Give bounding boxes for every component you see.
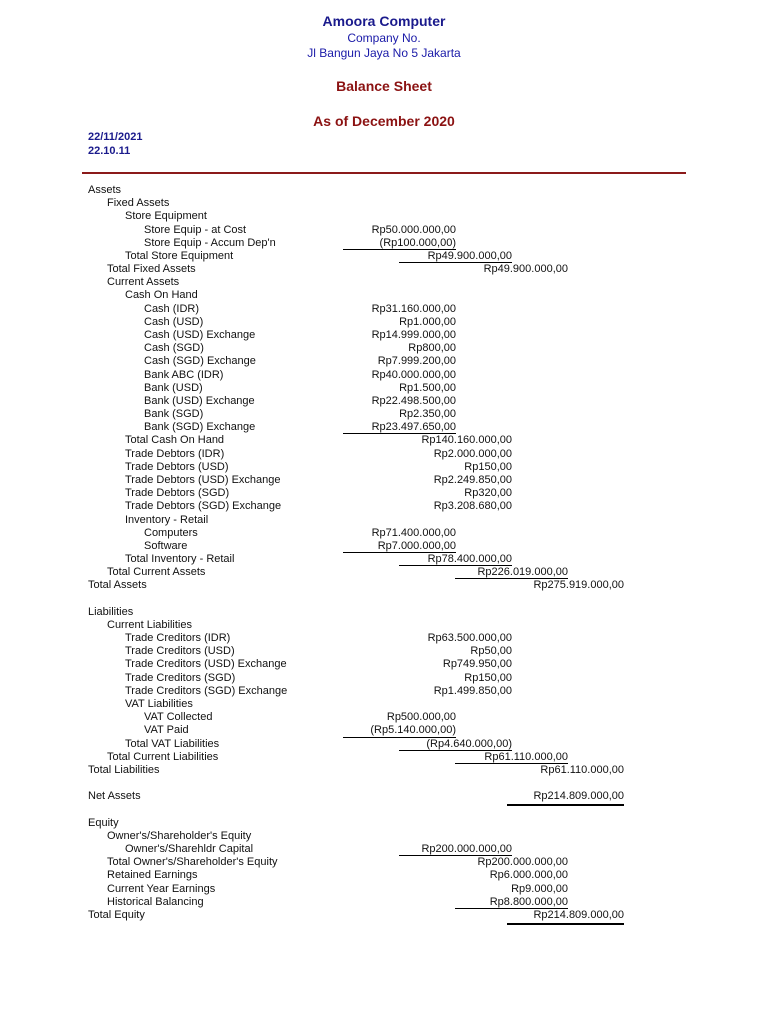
row-label: Owner's/Sharehldr Capital [125,843,254,855]
table-row [0,448,768,461]
total-rule [343,249,456,250]
row-label: Cash (SGD) Exchange [144,355,256,368]
row-label: Software [144,539,188,552]
table-row [0,645,768,658]
row-label: Trade Debtors (IDR) [125,447,225,460]
row-label: Current Assets [107,276,180,289]
table-row [0,514,768,527]
row-label: Trade Debtors (USD) [125,460,229,473]
table-row [0,711,768,724]
company-name: Amoora Computer [322,13,446,29]
table-row [0,276,768,289]
row-label: Total Inventory - Retail [125,553,235,566]
table-row [0,224,768,237]
row-amount: Rp200.000.000,00 [421,843,512,855]
row-amount: Rp214.809.000,00 [533,790,624,803]
spacer-row [0,803,768,816]
table-row [0,632,768,645]
total-rule [455,763,568,764]
row-label: Trade Creditors (SGD) [125,671,236,684]
row-amount: Rp140.160.000,00 [421,434,512,447]
row-amount: Rp40.000.000,00 [371,368,456,381]
row-amount: Rp2.000.000,00 [433,447,512,460]
row-amount: Rp49.900.000,00 [483,263,568,276]
table-row [0,434,768,447]
table-row [0,698,768,711]
row-label: Total Cash On Hand [125,434,225,447]
table-row [0,408,768,421]
table-row [0,540,768,553]
row-amount: Rp63.500.000,00 [427,632,512,645]
table-row [0,369,768,382]
total-rule [455,908,568,909]
row-label: Bank ABC (IDR) [144,368,224,381]
spacer-row [0,593,768,606]
table-row [0,658,768,671]
table-row [0,250,768,263]
row-label: Liabilities [88,605,134,618]
row-label: Total Liabilities [88,763,160,776]
row-amount: Rp3.208.680,00 [433,500,512,513]
row-amount: Rp150,00 [464,460,512,473]
table-row [0,342,768,355]
report-title: Balance Sheet [336,78,432,94]
header-divider [82,172,686,174]
print-time: 22.10.11 [88,145,131,157]
row-label: Computers [144,526,198,539]
total-rule [399,750,512,751]
table-row [0,461,768,474]
row-label: Cash (USD) Exchange [144,328,256,341]
row-label: Store Equipment [125,210,207,223]
row-label: Trade Creditors (USD) Exchange [125,658,287,671]
row-label: Trade Debtors (USD) Exchange [125,473,281,486]
total-rule [455,578,568,579]
table-row [0,197,768,210]
table-row [0,210,768,223]
row-label: Retained Earnings [107,869,198,882]
row-label: Net Assets [88,790,141,803]
table-row [0,355,768,368]
row-amount: Rp226.019.000,00 [477,566,568,579]
table-row [0,869,768,882]
row-label: Trade Debtors (SGD) Exchange [125,500,282,513]
row-label: Total Equity [88,908,145,921]
table-row [0,527,768,540]
row-label: Cash (IDR) [144,302,200,315]
row-label: Trade Debtors (SGD) [125,487,230,500]
table-row [0,184,768,197]
table-row [0,474,768,487]
total-rule [399,565,512,566]
row-label: Equity [88,816,119,829]
row-amount: Rp7.000.000,00 [377,539,456,552]
row-amount: Rp275.919.000,00 [533,579,624,592]
row-label: VAT Liabilities [125,698,193,711]
row-label: Inventory - Retail [125,513,209,526]
total-rule [399,262,512,263]
table-row [0,751,768,764]
row-amount: Rp50.000.000,00 [371,223,456,236]
row-label: Total Current Assets [107,566,206,579]
row-label: Total Assets [88,579,147,592]
row-amount: Rp31.160.000,00 [371,302,456,315]
table-row [0,843,768,856]
table-row [0,724,768,737]
row-amount: Rp23.497.650,00 [371,421,456,434]
row-amount: Rp150,00 [464,671,512,684]
row-amount: Rp1.500,00 [399,381,456,394]
row-label: Total VAT Liabilities [125,737,220,750]
row-amount: Rp61.110.000,00 [484,750,568,763]
row-label: Trade Creditors (USD) [125,645,235,658]
table-row [0,909,768,922]
row-amount: Rp50,00 [470,645,512,658]
row-amount: Rp2.249.850,00 [433,473,512,486]
row-amount: Rp1.000,00 [399,315,456,328]
row-label: Bank (SGD) Exchange [144,421,256,434]
row-label: Current Year Earnings [107,882,216,895]
row-label: Bank (USD) [144,381,203,394]
row-amount: Rp7.999.200,00 [377,355,456,368]
table-row [0,421,768,434]
table-row [0,685,768,698]
row-label: Bank (USD) Exchange [144,394,255,407]
print-date: 22/11/2021 [88,131,143,143]
row-label: Total Store Equipment [125,249,234,262]
table-row [0,263,768,276]
table-row [0,289,768,302]
row-label: Historical Balancing [107,895,204,908]
table-row [0,500,768,513]
table-row [0,395,768,408]
row-label: Current Liabilities [107,618,192,631]
table-row [0,553,768,566]
table-row [0,237,768,250]
table-row [0,764,768,777]
row-label: Bank (SGD) [144,408,204,421]
row-amount: Rp61.110.000,00 [540,763,624,776]
row-label: Owner's/Shareholder's Equity [107,829,252,842]
row-amount: Rp49.900.000,00 [427,249,512,262]
row-amount: Rp71.400.000,00 [371,526,456,539]
row-amount: Rp500.000,00 [386,711,456,724]
row-amount: Rp749.950,00 [442,658,512,671]
row-amount: Rp800,00 [408,342,456,355]
row-amount: Rp214.809.000,00 [533,908,624,921]
double-underline-rule [507,924,624,925]
row-amount: (Rp4.640.000,00) [426,737,512,750]
total-rule [399,855,512,856]
total-rule [343,552,456,553]
table-row [0,672,768,685]
total-rule [343,737,456,738]
table-row [0,883,768,896]
table-row [0,738,768,751]
table-row [0,382,768,395]
row-amount: Rp6.000.000,00 [489,869,568,882]
table-row [0,566,768,579]
table-row [0,487,768,500]
row-amount: Rp320,00 [464,487,512,500]
table-row [0,303,768,316]
row-label: Trade Creditors (SGD) Exchange [125,684,288,697]
spacer-row [0,777,768,790]
row-label: VAT Paid [144,724,189,737]
row-amount: Rp1.499.850,00 [433,684,512,697]
row-amount: Rp2.350,00 [399,408,456,421]
table-row [0,606,768,619]
company-number: Company No. [347,31,421,45]
row-label: Trade Creditors (IDR) [125,632,231,645]
row-amount: Rp22.498.500,00 [371,394,456,407]
report-period: As of December 2020 [313,113,455,129]
row-label: Assets [88,184,122,196]
row-amount: (Rp100.000,00) [379,236,456,249]
row-label: Cash On Hand [125,289,198,302]
row-amount: Rp78.400.000,00 [427,553,512,566]
row-label: Cash (USD) [144,315,204,328]
table-row [0,817,768,830]
table-row [0,579,768,592]
row-label: Total Fixed Assets [107,263,196,276]
company-address: Jl Bangun Jaya No 5 Jakarta [307,46,461,60]
row-amount: Rp200.000.000,00 [477,856,568,869]
row-label: Store Equip - at Cost [144,223,247,236]
table-row [0,329,768,342]
row-amount: (Rp5.140.000,00) [370,724,456,737]
row-amount: Rp8.800.000,00 [489,895,568,908]
row-label: Fixed Assets [107,197,170,210]
table-row [0,316,768,329]
row-label: Store Equip - Accum Dep'n [144,236,276,249]
row-label: Cash (SGD) [144,342,204,355]
table-row [0,790,768,803]
table-row [0,856,768,869]
row-label: Total Owner's/Shareholder's Equity [107,856,278,869]
total-rule [343,433,456,434]
row-label: Total Current Liabilities [107,750,219,763]
table-row [0,896,768,909]
table-row [0,619,768,632]
row-amount: Rp14.999.000,00 [371,328,456,341]
table-row [0,830,768,843]
row-label: VAT Collected [144,711,213,724]
row-amount: Rp9.000,00 [511,882,568,895]
